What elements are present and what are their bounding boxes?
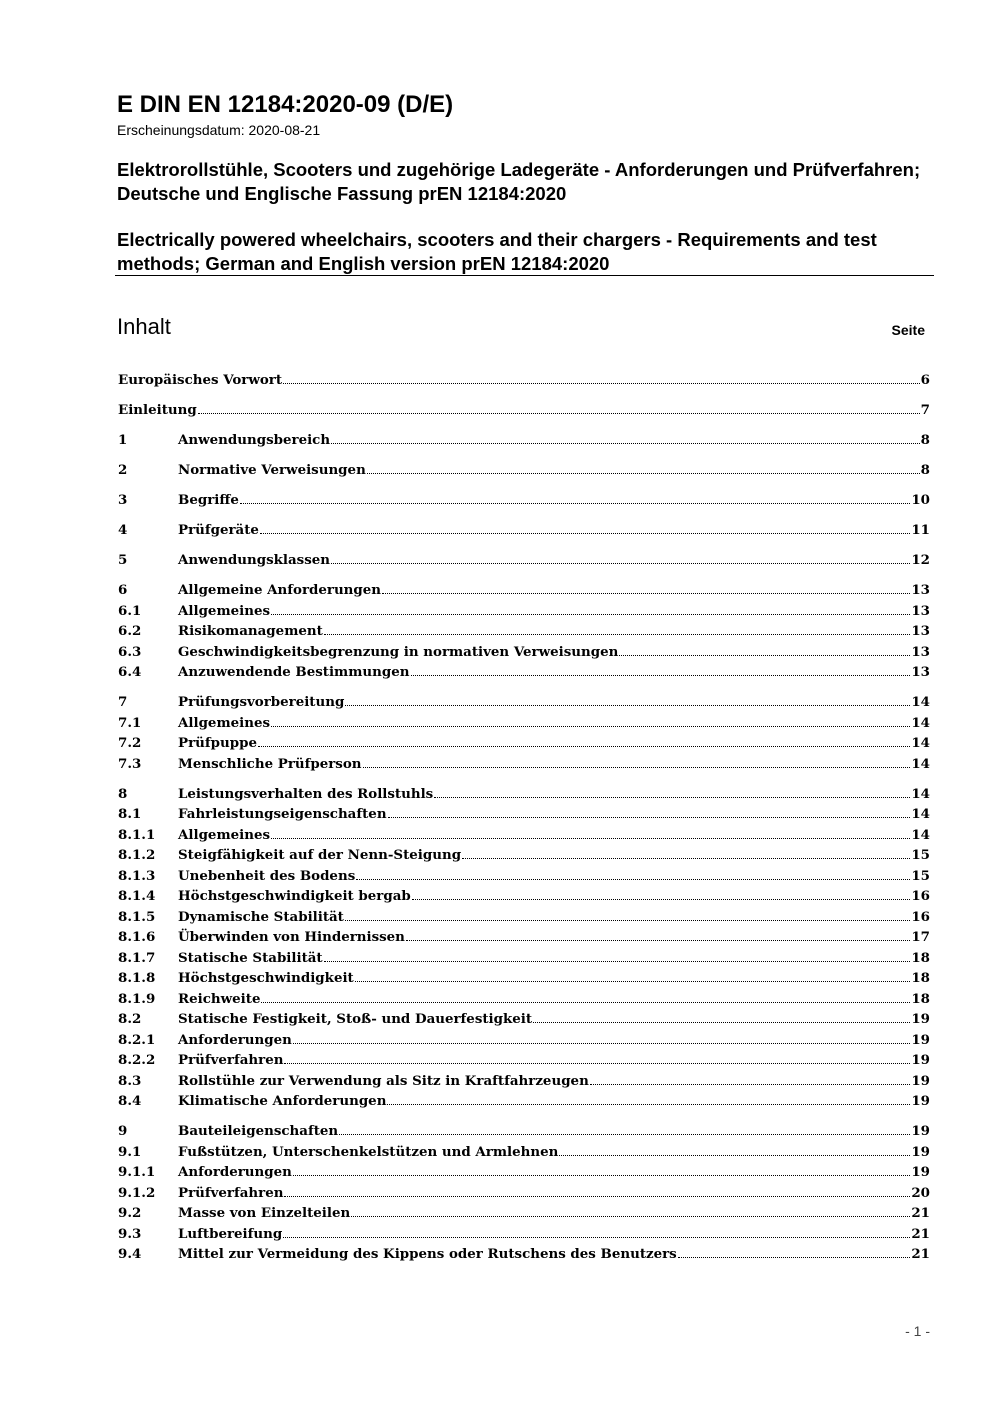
toc-dot-leader	[412, 896, 911, 900]
toc-entry[interactable]	[118, 400, 930, 421]
toc-entry-page: 19	[911, 1052, 930, 1068]
toc-entry-title: Dynamische Stabilität	[178, 908, 344, 925]
toc-entry[interactable]	[118, 642, 930, 663]
toc-entry-title: Prüfungsvorbereitung	[178, 694, 345, 710]
toc-dot-leader	[406, 937, 910, 941]
toc-entry-number: 6.3	[118, 643, 142, 660]
toc-entry[interactable]	[118, 662, 930, 683]
toc-entry-page: 19	[911, 1164, 930, 1180]
toc-entry[interactable]	[118, 754, 930, 775]
toc-entry-page: 18	[911, 970, 930, 986]
toc-entry-page: 10	[911, 492, 930, 508]
toc-entry-title: Prüfverfahren	[178, 1184, 284, 1201]
toc-entry-number: 8.1	[118, 806, 142, 822]
toc-entry[interactable]	[118, 784, 930, 805]
title-german: Elektrorollstühle, Scooters und zugehörige Ladegeräte - Anforderungen und Prüfverfahren; Deutsche und Englische Fassung prEN 12184:2020	[117, 159, 921, 204]
toc-entry[interactable]	[118, 1224, 930, 1245]
toc-entry-number: 8.2	[118, 1011, 142, 1027]
toc-entry-title: Europäisches Vorwort	[118, 372, 283, 388]
toc-entry-number: 8.1.4	[118, 888, 156, 904]
toc-dot-leader	[363, 764, 911, 768]
toc-entry-title: Geschwindigkeitsbegrenzung in normativen Verweisungen	[178, 643, 619, 660]
toc-entry-page: 18	[911, 990, 930, 1007]
toc-dot-leader	[351, 1213, 910, 1217]
toc-entry-title: Fußstützen, Unterschenkelstützen und Armlehnen	[178, 1143, 559, 1160]
toc-entry-page: 19	[911, 1011, 930, 1027]
toc-entry-title: Unebenheit des Bodens	[178, 867, 356, 884]
toc-entry-page: 19	[911, 1093, 930, 1109]
toc-entry-number: 9.4	[118, 1246, 142, 1262]
toc-entry-page: 15	[911, 867, 930, 884]
toc-entry-title: Höchstgeschwindigkeit bergab	[178, 888, 411, 904]
toc-entry-title: Mittel zur Vermeidung des Kippens oder Rutschens des Benutzers	[178, 1246, 677, 1262]
toc-entry-page: 14	[911, 785, 930, 802]
toc-entry-number: 8.4	[118, 1093, 142, 1109]
toc-entry-page: 8	[920, 432, 930, 448]
toc-entry[interactable]	[118, 430, 930, 451]
toc-entry-page: 21	[911, 1205, 930, 1221]
toc-entry-title: Bauteileigenschaften	[178, 1123, 339, 1139]
toc-dot-leader	[345, 702, 910, 706]
toc-entry-page: 14	[911, 826, 930, 843]
toc-entry-title: Reichweite	[178, 990, 261, 1007]
toc-dot-leader	[284, 1060, 910, 1064]
toc-dot-leader	[619, 652, 910, 656]
toc-dot-leader	[331, 440, 920, 444]
toc-dot-leader	[388, 814, 911, 818]
toc-entry-title: Rollstühle zur Verwendung als Sitz in Kraftfahrzeugen	[178, 1072, 589, 1089]
toc-entry-number: 9.1	[118, 1143, 142, 1160]
toc-entry-number: 9	[118, 1123, 128, 1139]
toc-dot-leader	[434, 794, 910, 798]
toc-dot-leader	[355, 978, 911, 982]
toc-entry-number: 7.2	[118, 735, 142, 751]
toc-entry-title: Fahrleistungseigenschaften	[178, 806, 387, 822]
title-divider	[115, 275, 934, 276]
toc-entry-title: Einleitung	[118, 402, 197, 418]
toc-page-column-label: Seite	[891, 322, 925, 338]
toc-entry-number: 8.1.1	[118, 826, 156, 843]
toc-entry-number: 8.3	[118, 1072, 142, 1089]
toc-entry[interactable]	[118, 1030, 930, 1051]
toc-entry[interactable]	[118, 601, 930, 622]
toc-entry-page: 12	[911, 552, 930, 568]
toc-entry[interactable]	[118, 845, 930, 866]
toc-entry-number: 9.3	[118, 1225, 142, 1242]
toc-entry-page: 16	[911, 908, 930, 925]
toc-entry[interactable]	[118, 804, 930, 825]
toc-entry-page: 14	[911, 755, 930, 772]
toc-entry-title: Statische Festigkeit, Stoß- und Dauerfestigkeit	[178, 1011, 533, 1027]
toc-entry[interactable]	[118, 989, 930, 1010]
toc-dot-leader	[590, 1081, 911, 1085]
page-number: - 1 -	[905, 1323, 930, 1339]
toc-entry-number: 5	[118, 552, 128, 568]
toc-entry-title: Allgemeines	[178, 714, 271, 731]
toc-entry[interactable]	[118, 1162, 930, 1183]
toc-entry-page: 14	[911, 735, 930, 751]
toc-entry-title: Statische Stabilität	[178, 949, 323, 966]
toc-entry-page: 21	[911, 1225, 930, 1242]
toc-dot-leader	[271, 723, 910, 727]
toc-entry-page: 19	[911, 1072, 930, 1089]
toc-entry-title: Anforderungen	[178, 1164, 292, 1180]
toc-dot-leader	[559, 1152, 910, 1156]
toc-entry-page: 11	[911, 522, 930, 538]
toc-dot-leader	[356, 876, 910, 880]
toc-entry[interactable]	[118, 825, 930, 846]
toc-entry[interactable]	[118, 886, 930, 907]
toc-entry-page: 21	[911, 1246, 930, 1262]
toc-dot-leader	[271, 611, 910, 615]
toc-entry-number: 9.1.2	[118, 1184, 156, 1201]
toc-entry[interactable]	[118, 866, 930, 887]
toc-entry-title: Höchstgeschwindigkeit	[178, 970, 354, 986]
toc-entry-number: 4	[118, 522, 128, 538]
toc-entry[interactable]	[118, 1050, 930, 1071]
toc-entry[interactable]	[118, 580, 930, 601]
toc-entry-title: Allgemeines	[178, 826, 271, 843]
toc-entry[interactable]	[118, 1121, 930, 1142]
toc-entry[interactable]	[118, 692, 930, 713]
toc-entry[interactable]	[118, 948, 930, 969]
toc-entry-page: 6	[920, 372, 930, 388]
toc-entry-title: Anforderungen	[178, 1031, 292, 1048]
toc-entry[interactable]	[118, 1183, 930, 1204]
toc-entry-number: 8.1.8	[118, 970, 156, 986]
toc-entry-title: Anzuwendende Bestimmungen	[178, 664, 410, 680]
toc-dot-leader	[367, 470, 920, 474]
toc-entry-page: 14	[911, 806, 930, 822]
toc-entry-page: 19	[911, 1143, 930, 1160]
toc-entry-title: Steigfähigkeit auf der Nenn-Steigung	[178, 847, 462, 863]
toc-dot-leader	[462, 855, 910, 859]
toc-dot-leader	[533, 1019, 910, 1023]
toc-dot-leader	[324, 631, 911, 635]
toc-dot-leader	[283, 380, 920, 384]
toc-entry-number: 9.1.1	[118, 1164, 156, 1180]
toc-entry[interactable]	[118, 1071, 930, 1092]
toc-entry[interactable]	[118, 550, 930, 571]
toc-entry-number: 3	[118, 492, 128, 508]
toc-dot-leader	[283, 1234, 910, 1238]
toc-entry-page: 13	[911, 623, 930, 639]
toc-entry[interactable]	[118, 1203, 930, 1224]
toc-dot-leader	[293, 1172, 910, 1176]
toc-entry-title: Überwinden von Hindernissen	[178, 929, 405, 945]
toc-entry[interactable]	[118, 490, 930, 511]
toc-entry-page: 18	[911, 949, 930, 966]
toc-entry-page: 19	[911, 1031, 930, 1048]
toc-entry-number: 8.1.3	[118, 867, 156, 884]
toc-dot-leader	[240, 500, 911, 504]
toc-entry-number: 6.2	[118, 623, 142, 639]
toc-entry[interactable]	[118, 1091, 930, 1112]
toc-entry-page: 19	[911, 1123, 930, 1139]
toc-entry-page: 14	[911, 694, 930, 710]
toc-entry-title: Menschliche Prüfperson	[178, 755, 362, 772]
toc-entry-number: 8.1.6	[118, 929, 156, 945]
toc-entry[interactable]	[118, 968, 930, 989]
toc-entry[interactable]	[118, 1009, 930, 1030]
document-id: E DIN EN 12184:2020-09 (D/E)	[117, 91, 454, 118]
toc-dot-leader	[198, 410, 920, 414]
toc-entry-page: 15	[911, 847, 930, 863]
table-of-contents	[118, 370, 930, 1265]
toc-dot-leader	[331, 560, 910, 564]
toc-entry-title: Risikomanagement	[178, 623, 323, 639]
toc-entry-title: Prüfgeräte	[178, 522, 259, 538]
toc-dot-leader	[260, 530, 910, 534]
toc-entry-page: 13	[911, 643, 930, 660]
toc-dot-leader	[411, 672, 911, 676]
toc-entry[interactable]	[118, 370, 930, 391]
toc-entry-title: Begriffe	[178, 492, 239, 508]
toc-entry-number: 8.2.2	[118, 1052, 156, 1068]
toc-entry-number: 8.1.2	[118, 847, 156, 863]
toc-entry-title: Normative Verweisungen	[178, 462, 366, 478]
toc-entry[interactable]	[118, 927, 930, 948]
toc-entry-title: Prüfverfahren	[178, 1052, 284, 1068]
toc-entry-number: 9.2	[118, 1205, 142, 1221]
toc-dot-leader	[271, 835, 910, 839]
toc-entry-page: 13	[911, 602, 930, 619]
toc-entry-title: Allgemeines	[178, 602, 271, 619]
toc-entry[interactable]	[118, 1142, 930, 1163]
toc-dot-leader	[261, 999, 910, 1003]
toc-dot-leader	[678, 1254, 911, 1258]
toc-entry[interactable]	[118, 520, 930, 541]
toc-entry[interactable]	[118, 733, 930, 754]
toc-dot-leader	[382, 590, 910, 594]
toc-entry-page: 8	[920, 462, 930, 478]
toc-entry-title: Leistungsverhalten des Rollstuhls	[178, 785, 434, 802]
toc-entry[interactable]	[118, 713, 930, 734]
publication-date: Erscheinungsdatum: 2020-08-21	[117, 122, 321, 138]
toc-entry-title: Anwendungsklassen	[178, 552, 331, 568]
toc-entry-title: Klimatische Anforderungen	[178, 1093, 387, 1109]
toc-entry-page: 13	[911, 582, 930, 598]
toc-entry-title: Luftbereifung	[178, 1225, 283, 1242]
toc-entry-number: 6	[118, 582, 128, 598]
toc-entry-number: 8	[118, 785, 128, 802]
toc-entry-number: 6.4	[118, 664, 142, 680]
toc-dot-leader	[258, 743, 910, 747]
toc-entry-number: 7.1	[118, 714, 142, 731]
toc-entry-page: 17	[911, 929, 930, 945]
toc-entry-page: 13	[911, 664, 930, 680]
toc-entry[interactable]	[118, 460, 930, 481]
toc-entry-page: 7	[920, 402, 930, 418]
title-english: Electrically powered wheelchairs, scooters and their chargers - Requirements and test methods; German and English version prEN 12184:2020	[117, 229, 877, 274]
toc-dot-leader	[324, 958, 911, 962]
toc-entry[interactable]	[118, 1244, 930, 1265]
toc-dot-leader	[284, 1193, 910, 1197]
toc-entry-number: 8.1.7	[118, 949, 156, 966]
toc-entry-page: 14	[911, 714, 930, 731]
toc-dot-leader	[387, 1101, 910, 1105]
toc-entry-title: Anwendungsbereich	[178, 432, 331, 448]
toc-entry-number: 1	[118, 432, 128, 448]
toc-entry-number: 7	[118, 694, 128, 710]
toc-entry-number: 8.1.9	[118, 990, 156, 1007]
toc-dot-leader	[293, 1040, 910, 1044]
toc-entry-number: 2	[118, 462, 128, 478]
toc-heading: Inhalt	[117, 314, 171, 339]
toc-entry-title: Masse von Einzelteilen	[178, 1205, 351, 1221]
toc-entry[interactable]	[118, 621, 930, 642]
toc-dot-leader	[339, 1131, 910, 1135]
toc-entry-number: 8.2.1	[118, 1031, 156, 1048]
toc-entry-title: Prüfpuppe	[178, 735, 257, 751]
toc-dot-leader	[345, 917, 910, 921]
toc-entry-number: 8.1.5	[118, 908, 156, 925]
toc-entry-number: 6.1	[118, 602, 142, 619]
toc-entry[interactable]	[118, 907, 930, 928]
toc-entry-title: Allgemeine Anforderungen	[178, 582, 382, 598]
toc-entry-number: 7.3	[118, 755, 142, 772]
toc-entry-page: 20	[911, 1184, 930, 1201]
toc-entry-page: 16	[911, 888, 930, 904]
